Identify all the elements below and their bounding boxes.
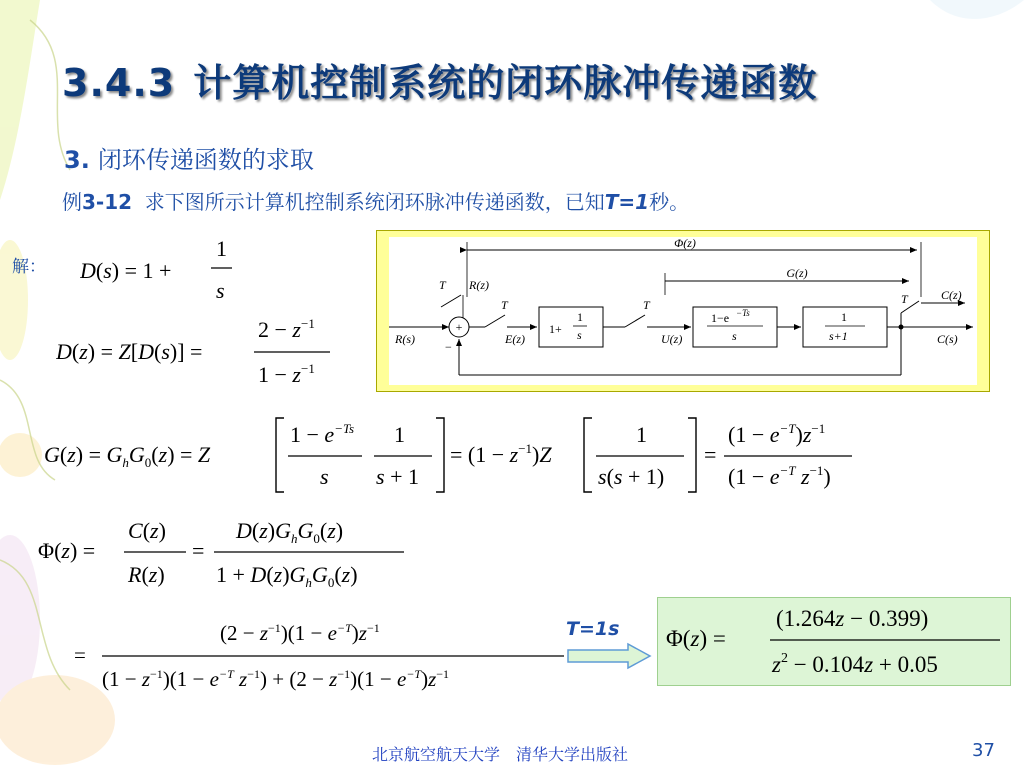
svg-text:Φ(z) =: Φ(z) = [38,538,96,563]
svg-text:1 + D(z)GhG0(z): $1 + D(z)G_hG_0(z)$ [216,562,358,590]
d-block-den: s [577,328,582,342]
zoh-den: s [732,329,737,343]
plant-num: 1 [841,310,847,324]
result-box [657,597,1011,686]
label-cs: C(s) [937,332,958,346]
equation-gz [44,412,874,498]
equation-phi-general [38,512,418,598]
solution-label: 解： [12,257,46,277]
svg-text:s: s [320,464,329,489]
svg-text:D(z) = Z[D(s)] =: D(z) = Z[D(s)] = [56,339,203,364]
page-number: 37 [972,740,995,761]
svg-text:1 − e−Ts: $1 - e^{-Ts}$ [290,421,355,447]
svg-text:1: 1 [216,236,227,261]
svg-text:=: = [704,442,717,467]
svg-text:C(z): C(z) [128,518,166,543]
svg-text:(1 − z−1)(1 − e−T z−1) + (2 −: $(1 - z^{-1})(1 - e^{-T}$ $z^{-1}) + (2 - z^{-1})(1 - e^{-T})z^{-1}$ [102,667,450,691]
label-t3: T [643,298,650,312]
label-rs: R(s) [395,332,415,346]
label-g: G(z) [786,266,808,280]
example-unit: 秒。 [649,190,690,214]
block-diagram-frame [376,230,990,392]
section-text: 闭环传递函数的求取 [97,146,314,174]
zoh-exp: −Ts [736,308,750,318]
equation-ds [80,232,240,308]
svg-text:1 − z−1: $1 - z^{-1}$ [258,361,315,387]
label-t2: T [501,298,508,312]
svg-text:=: = [192,538,205,563]
svg-text:(2 − z−1)(1 − e−T)z−1: $(2 - z^{-1})(1 - e^{-T})z^{-1}$ [220,621,380,645]
svg-text:z2 − 0.104z + 0.05: $z^2 - 0.104z + 0.05$ [772,651,938,677]
plant-den: s+1 [829,329,848,343]
example-number: 3-12 [82,190,133,214]
svg-text:s + 1: s + 1 [376,464,419,489]
example-text: 求下图所示计算机控制系统闭环脉冲传递函数，已知 [144,190,605,214]
svg-text:1: 1 [394,422,405,447]
example-prefix: 例 [62,190,82,214]
label-rz: R(z) [469,278,489,292]
equation-phi-result [658,598,1010,685]
svg-text:R(z): R(z) [128,562,165,587]
d-block-num: 1 [577,310,583,324]
d-block-text: 1+ [549,322,562,336]
svg-text:(1 − e−T z−1): ($1 - e^{-T}$ $z^{-1}$) [728,463,831,489]
right-arrow-icon [566,642,654,670]
block-diagram [389,237,977,385]
label-t4: T [901,292,908,306]
example-period: T=1 [604,190,650,214]
section-heading [64,140,314,175]
svg-text:= (1 − z−1)Z: = $(1 - z^{-1})Z$ [450,441,552,467]
svg-text:(1 − e−T)z−1: $(1 - e^{-T})z^{-1}$ [728,421,826,447]
label-ez: E(z) [505,332,525,346]
svg-text:s: s [216,278,225,303]
svg-text:Φ(z) =: Φ(z) = [666,626,726,651]
label-uz: U(z) [661,332,683,346]
svg-text:1: 1 [636,422,647,447]
zoh-num: 1−e [711,311,730,325]
title-text: 计算机控制系统的闭环脉冲传递函数 [193,61,818,105]
summing-plus: + [455,320,463,334]
svg-text:D(s) = 1 +: D(s) = 1 + [80,258,172,283]
example-statement [62,186,689,215]
summing-minus: − [445,340,452,354]
svg-text:s(s + 1): s(s + 1) [598,464,665,489]
svg-text:2 − z−1: $2 - z^{-1}$ [258,316,315,342]
block-diagram-svg [389,237,977,385]
svg-text:(1.264z − 0.399): (1.264z − 0.399) [776,606,929,631]
svg-text:G(z) = GhG0(z) = Z: $G(z) = G_hG_0(z) = Z$ [44,442,211,470]
label-cz-top: C(z) [941,288,962,302]
period-label: T=1s [566,618,620,640]
equation-phi-expanded [74,616,574,696]
svg-text:D(z)GhG0(z): $D(z)G_hG_0(z)$ [236,518,344,546]
footer-publisher: 北京航空航天大学 清华大学出版社 [372,745,629,764]
page-title [62,52,817,107]
svg-text:=: = [74,643,86,667]
label-phi: Φ(z) [674,237,696,250]
section-number: 3. [64,146,90,174]
title-number: 3.4.3 [62,61,176,105]
label-t1: T [439,278,446,292]
equation-dz [56,312,346,392]
